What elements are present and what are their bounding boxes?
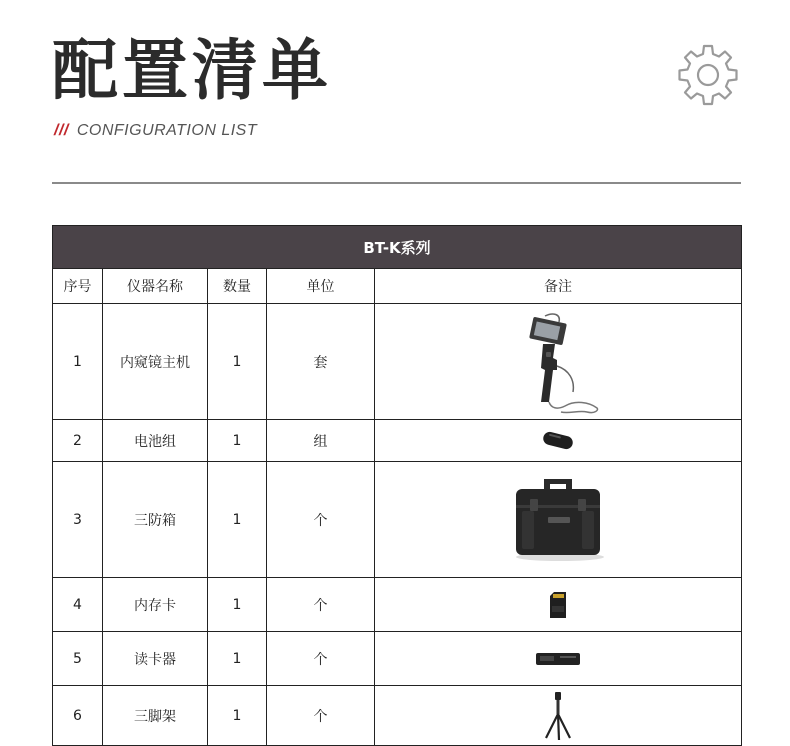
row-qty: 1 [208, 632, 267, 686]
table-row [53, 686, 742, 746]
row-note [375, 578, 742, 632]
row-qty: 1 [208, 578, 267, 632]
column-header-name: 仪器名称 [103, 269, 208, 304]
row-no: 4 [53, 578, 103, 632]
gear-icon [674, 42, 742, 110]
row-unit: 套 [267, 304, 375, 420]
row-name: 三防箱 [103, 462, 208, 578]
table-row [53, 462, 742, 578]
subtitle-text: CONFIGURATION LIST [76, 122, 258, 139]
column-header-qty: 数量 [208, 269, 267, 304]
row-unit: 组 [267, 420, 375, 462]
header-divider [52, 182, 741, 184]
column-header-unit: 单位 [267, 269, 375, 304]
row-no: 6 [53, 686, 103, 746]
row-note [375, 632, 742, 686]
row-no: 2 [53, 420, 103, 462]
series-title: BT-K系列 [53, 226, 742, 269]
column-header-note: 备注 [375, 269, 742, 304]
row-qty: 1 [208, 686, 267, 746]
table-row [53, 304, 742, 420]
row-no: 3 [53, 462, 103, 578]
tripod-image [540, 690, 576, 742]
row-unit: 个 [267, 686, 375, 746]
row-no: 5 [53, 632, 103, 686]
row-no: 1 [53, 304, 103, 420]
row-name: 内窥镜主机 [103, 304, 208, 420]
table-row [53, 632, 742, 686]
carrying-case-image [508, 475, 608, 565]
row-unit: 个 [267, 632, 375, 686]
row-note [375, 462, 742, 578]
column-header-no: 序号 [53, 269, 103, 304]
configuration-table [52, 225, 742, 746]
table-row [53, 578, 742, 632]
row-name: 读卡器 [103, 632, 208, 686]
row-unit: 个 [267, 578, 375, 632]
endoscope-image [513, 310, 603, 414]
row-qty: 1 [208, 304, 267, 420]
row-name: 内存卡 [103, 578, 208, 632]
row-qty: 1 [208, 420, 267, 462]
row-note [375, 304, 742, 420]
card-reader-image [534, 651, 582, 667]
row-note [375, 420, 742, 462]
row-qty: 1 [208, 462, 267, 578]
page-subtitle [54, 122, 257, 140]
page-title: 配置清单 [52, 32, 332, 109]
memory-card-image [548, 592, 568, 618]
subtitle-marks: /// [54, 122, 69, 139]
row-note [375, 686, 742, 746]
row-unit: 个 [267, 462, 375, 578]
table-row [53, 420, 742, 462]
row-name: 三脚架 [103, 686, 208, 746]
row-name: 电池组 [103, 420, 208, 462]
battery-pack-image [538, 430, 578, 452]
